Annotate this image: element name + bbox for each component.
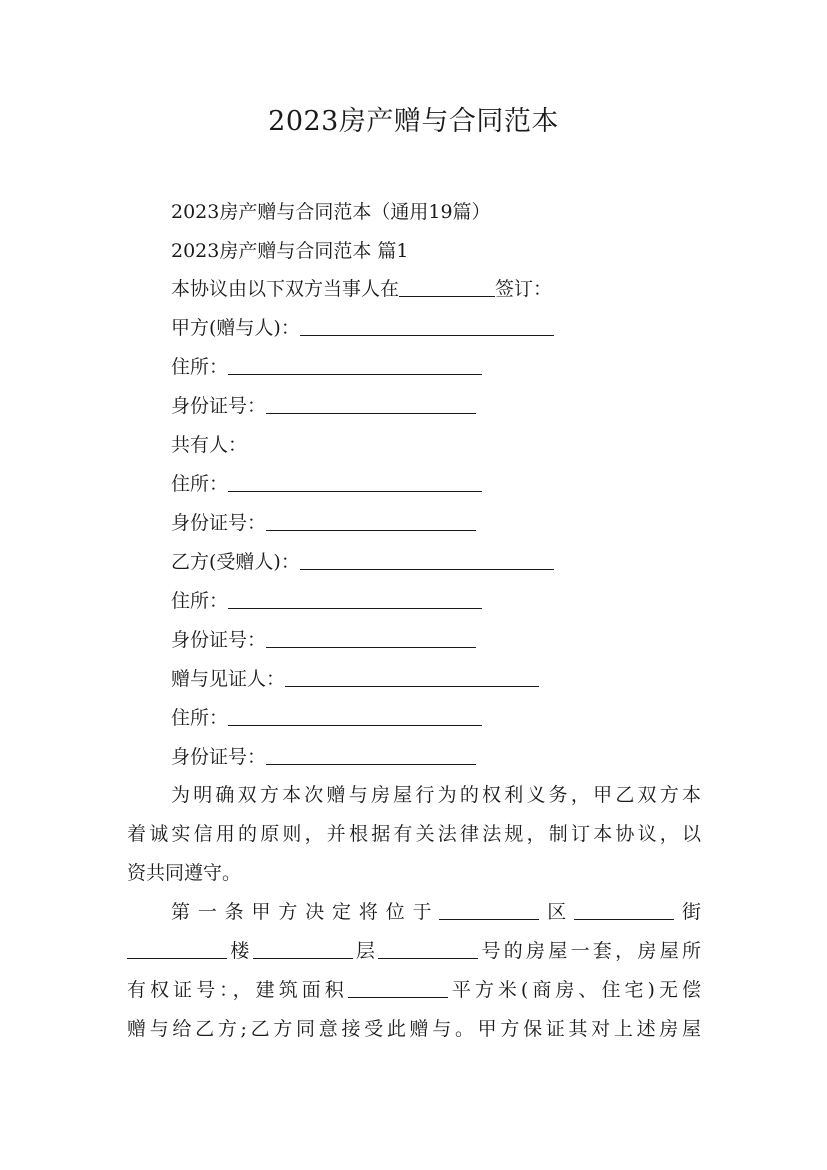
address-label: 住所： bbox=[171, 356, 229, 378]
subtitle: 2023房产赠与合同范本（通用19篇） bbox=[171, 201, 491, 223]
party-a-address-row bbox=[171, 354, 482, 380]
area-blank bbox=[348, 977, 448, 998]
purpose-line-1: 为明确双方本次赠与房屋行为的权利义务，甲乙双方本 bbox=[171, 784, 701, 806]
party-b-label: 乙方(受赠人)： bbox=[171, 551, 300, 573]
article1-text-c: 街 bbox=[674, 901, 701, 923]
article1-line-3 bbox=[127, 971, 701, 1010]
street-blank bbox=[574, 899, 674, 920]
article1-line-2 bbox=[127, 932, 701, 971]
address-label: 住所： bbox=[171, 707, 229, 729]
party-b-row bbox=[171, 549, 554, 575]
article1-text-f: 号的房屋一套，房屋所 bbox=[478, 940, 701, 962]
intro-text: 本协议由以下双方当事人在 bbox=[171, 278, 400, 300]
id-label: 身份证号： bbox=[171, 629, 267, 651]
id-blank bbox=[266, 510, 476, 531]
party-b-blank bbox=[300, 549, 554, 570]
article1-text-b: 区 bbox=[539, 901, 575, 923]
address-blank bbox=[228, 354, 482, 375]
article1-text-h: 平方米(商房、住宅)无偿 bbox=[447, 979, 701, 1001]
article1-line-1 bbox=[171, 893, 701, 932]
witness-id-row bbox=[171, 744, 476, 770]
section-heading: 2023房产赠与合同范本 篇1 bbox=[171, 240, 409, 262]
article1-text-g: 有权证号：，建筑面积 bbox=[127, 979, 348, 1001]
building-blank bbox=[127, 938, 227, 959]
address-blank bbox=[228, 471, 482, 492]
party-b-address-row bbox=[171, 588, 482, 614]
article1-line-4: 赠与给乙方;乙方同意接受此赠与。甲方保证其对上述房屋 bbox=[127, 1018, 701, 1040]
party-a-row bbox=[171, 315, 554, 341]
unit-blank bbox=[378, 938, 478, 959]
co-owner-label: 共有人： bbox=[171, 434, 248, 456]
address-blank bbox=[228, 705, 482, 726]
id-blank bbox=[266, 393, 476, 414]
id-blank bbox=[266, 744, 476, 765]
intro-suffix: 签订： bbox=[495, 278, 553, 300]
intro-line bbox=[171, 276, 552, 302]
witness-blank bbox=[285, 666, 539, 687]
party-a-blank bbox=[300, 315, 554, 336]
article1-text-e: 层 bbox=[352, 940, 379, 962]
id-label: 身份证号： bbox=[171, 512, 267, 534]
floor-blank bbox=[253, 938, 353, 959]
article1-text-d: 楼 bbox=[227, 940, 253, 962]
document-title: 2023房产赠与合同范本 bbox=[268, 106, 559, 137]
witness-address-row bbox=[171, 705, 482, 731]
purpose-line-2: 着诚实信用的原则，并根据有关法律法规，制订本协议，以 bbox=[127, 823, 701, 845]
district-blank bbox=[439, 899, 539, 920]
address-label: 住所： bbox=[171, 473, 229, 495]
address-blank bbox=[228, 588, 482, 609]
id-label: 身份证号： bbox=[171, 746, 267, 768]
article1-text-a: 第一条甲方决定将位于 bbox=[171, 901, 440, 923]
co-owner-row bbox=[171, 432, 247, 458]
id-blank bbox=[266, 627, 476, 648]
witness-row bbox=[171, 666, 539, 692]
purpose-line-3: 资共同遵守。 bbox=[127, 862, 242, 884]
id-label: 身份证号： bbox=[171, 395, 267, 417]
address-label: 住所： bbox=[171, 590, 229, 612]
co-owner-address-row bbox=[171, 471, 482, 497]
party-a-label: 甲方(赠与人)： bbox=[171, 317, 300, 339]
witness-label: 赠与见证人： bbox=[171, 668, 286, 690]
signing-place-blank bbox=[399, 276, 495, 297]
co-owner-id-row bbox=[171, 510, 476, 536]
party-b-id-row bbox=[171, 627, 476, 653]
party-a-id-row bbox=[171, 393, 476, 419]
